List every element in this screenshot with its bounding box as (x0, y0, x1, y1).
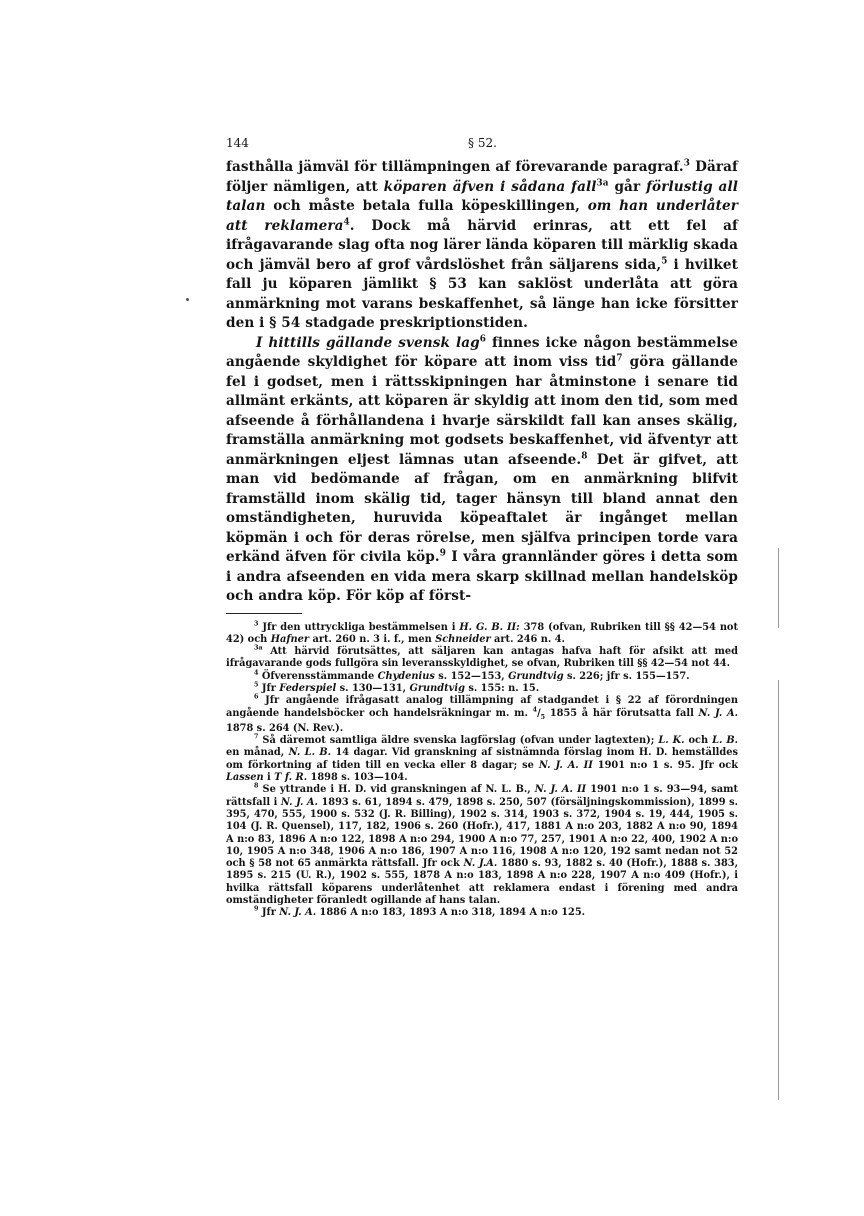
text-run: Att härvid förutsättes, att säljaren kan antagas hafva haft för afsikt att med ifrågavarande gods fullgöra sin leveransskyldighet, se ofvan, Rubriken till §§ 42—54 not 44. (226, 646, 738, 670)
text-run: Jfr den uttryckliga bestämmelsen i (258, 621, 460, 633)
footnotes (226, 619, 739, 920)
page-number: 144 (226, 136, 249, 150)
italic-run: köparen äfven i sådana fall (383, 178, 597, 195)
paragraph-1 (226, 158, 738, 334)
italic-run: L. B. (712, 735, 739, 747)
text-run: finnes icke någon bestämmelse angående skyldighet för köpare att inom viss tid (226, 334, 738, 370)
italic-run: N. J. A. II (538, 759, 593, 771)
footnote-ref: 4 (343, 216, 350, 227)
text-run: 1886 A n:o 183, 1893 A n:o 318, 1894 A n:o 125. (316, 907, 586, 919)
italic-run: Hafner (270, 633, 310, 645)
italic-run: förlustig all talan (226, 178, 738, 214)
italic-run: N. J. A. II (534, 784, 587, 796)
running-head (226, 128, 738, 150)
text-run: s. 226; jfr s. 155—157. (563, 670, 690, 682)
footnote-separator (226, 613, 302, 614)
italic-run: N. L. B. (288, 747, 332, 759)
italic-run: N. J.A. (463, 858, 498, 870)
footnote-number: 7 (254, 732, 259, 741)
text-run: I våra grannländer göres i detta som i andra afseenden en vida mera skarp skillnad mellan handelsköp och andra köp. För köp af först- (226, 549, 738, 604)
footnote-4 (226, 668, 738, 683)
text-run: 1898 s. 103—104. (307, 772, 408, 784)
text-run: Jfr (258, 907, 280, 919)
text-run: Jfr angående ifrågasatt analog tillämpning af stadgandet i § 22 af förordningen angående handelsböcker och handelsräkningar m. m. (226, 695, 738, 719)
italic-run: H. G. B. II: (459, 621, 520, 633)
text-run: / (537, 707, 541, 719)
footnote-3a (226, 643, 738, 671)
footnote-7 (226, 732, 739, 784)
footnote-5 (226, 680, 738, 695)
text-run: s. 155: n. 15. (464, 682, 540, 694)
text-run: Jfr (258, 682, 280, 694)
text-run: en månad, (226, 747, 289, 759)
footnote-number: 9 (254, 905, 259, 914)
date-fraction-den: 5 (540, 712, 546, 721)
footnote-ref: 6 (479, 333, 486, 344)
footnote-ref: 5 (661, 255, 668, 266)
footnote-number: 3 (254, 619, 259, 628)
text-run: . Dock må härvid erinras, att ett fel af ifrågavarande slag ofta nog lärer lända köparen till märklig skada och jämväl bero af grof vårdslöshet från säljarens sida, (226, 217, 738, 273)
book-page (226, 128, 738, 920)
italic-run: N. J. A. (698, 707, 739, 719)
footnote-ref: 7 (616, 353, 623, 364)
footnote-ref: 3a (596, 177, 609, 188)
text-run: Det är gifvet, att man vid bedömande af frågan, om en anmärkning blifvit framställd inom skälig tid, tager hänsyn till bland annat den omständigheten, huruvida köpeaftalet är ingånget mellan köpmän i och för deras rörelse, men själfva principen torde vara erkänd äfven för civila köp. (226, 451, 738, 565)
footnote-6 (226, 695, 738, 735)
footnote-9 (226, 907, 738, 919)
text-run: 1878 s. 264 (N. Rev.). (226, 722, 344, 734)
margin-rule-upper (778, 548, 779, 628)
text-run: s. 152—153, (434, 670, 509, 682)
italic-run: Grundtvig (409, 682, 465, 694)
footnote-ref: 3 (683, 158, 690, 169)
footnote-ref: 9 (439, 548, 446, 559)
italic-run: Federspiel (279, 682, 337, 694)
italic-run: Grundtvig (508, 670, 564, 682)
italic-run: N. J. A. (279, 907, 317, 919)
italic-run: N. J. A. (280, 796, 318, 808)
italic-run: L. K. (658, 735, 685, 747)
text-run: Se yttrande i H. D. vid granskningen af N. L. B., (258, 784, 535, 796)
italic-run: om han underlåter att reklamera (226, 198, 738, 234)
date-fraction-num: 4 (532, 705, 538, 714)
text-run: 1901 n:o 1 s. 95. Jfr ock (592, 759, 738, 771)
italic-run: Lassen (226, 772, 264, 784)
text-run: göra gällande fel i godset, men i rättsskipningen har åtminstone i senare tid allmänt erkänts, att köparen är skyldig att inom den tid, som med afseende å förhållandena i hvarje särskildt fall kan anses skälig, framställa anmärkning mot godsets beskaffenhet, vid äfventyr att anmärkningen eljest lämnas utan afseende. (226, 354, 738, 468)
footnote-3 (226, 619, 738, 647)
scan-speck (186, 298, 189, 301)
text-run: fasthålla jämväl för tillämpningen af förevarande paragraf. (226, 159, 684, 175)
text-run: 1880 s. 93, 1882 s. 40 (Hofr.), 1888 s. 383, 1895 s. 215 (U. R.), 1902 s. 555, 1878 A n:o 183, 1898 A n:o 228, 1907 A n:o 409 (Hofr.), i hvilka rättsfall köparens underlåtenhet att reklamera endast i förening med andra omständigheter föranledt ogillande af hans talan. (226, 858, 738, 906)
paragraph-2 (226, 334, 738, 607)
text-run: 1855 å här förutsatta fall (545, 707, 699, 719)
section-heading: § 52. (468, 136, 497, 150)
margin-rule-lower (778, 680, 779, 1100)
text-run: i (263, 772, 275, 784)
footnote-8 (226, 784, 738, 907)
text-run: går (608, 178, 647, 195)
italic-run: T f. R. (274, 772, 308, 784)
italic-run: Chydenius (377, 670, 435, 682)
main-text (226, 158, 738, 607)
text-run: Så däremot samtliga äldre svenska lagförslag (ofvan under lagtexten); (258, 735, 659, 747)
text-run: art. 246 n. 4. (490, 633, 565, 645)
text-run: och måste betala fulla köpeskillingen, (265, 198, 588, 214)
text-run: s. 130—131, (336, 682, 410, 694)
text-run: 14 dagar. Vid granskning af sistnämnda förslag inom H. D. hemställdes om förkortning af tiden till en vecka eller 8 dagar; se (226, 747, 738, 771)
text-run: 1901 n:o 1 s. 93—94, samt rättsfall i (226, 784, 738, 808)
text-run: 378 (ofvan, Rubriken till §§ 42—54 not 42) och (226, 621, 738, 645)
italic-run: Schneider (435, 633, 491, 645)
text-run: 1893 s. 61, 1894 s. 479, 1898 s. 250, 507 (försäljningskommission), 1899 s. 395, 470, 555, 1900 s. 532 (J. R. Billing), 1902 s. 314, 1903 s. 372, 1904 s. 19, 444, 1905 s. 104 (J. R. Quensel), 117, 182, 1906 s. 260 (Hofr.), 417, 1881 A n:o 203, 1882 A n:o 90, 1894 A n:o 83, 1896 A n:o 122, 1898 A n:o 294, 1900 A n:o 77, 257, 1901 A n:o 22, 400, 1902 A n:o 10, 1905 A n:o 348, 1906 A n:o 186, 1907 A n:o 116, 1908 A n:o 120, 192 samt nedan not 52 och § 58 not 65 anmärkta rättsfall. Jfr ock (226, 796, 739, 870)
text-run: och (684, 735, 713, 747)
text-run: i hvilket fall ju köparen jämlikt § 53 kan saklöst underlåta att göra anmärkning mot varans beskaffenhet, så länge han icke försitter den i § 54 stadgade preskriptionstiden. (226, 256, 738, 331)
text-run: Däraf följer nämligen, att (226, 159, 738, 195)
italic-run: I hittills gällande svensk lag (256, 334, 480, 351)
footnote-number: 8 (254, 782, 259, 791)
footnote-number: 3a (254, 643, 263, 652)
text-run: Öfverensstämmande (258, 670, 378, 682)
footnote-number: 4 (254, 668, 259, 677)
footnote-number: 6 (254, 693, 259, 702)
footnote-ref: 8 (581, 450, 588, 461)
text-run: art. 260 n. 3 i. f., men (309, 633, 436, 645)
footnote-number: 5 (254, 680, 259, 689)
